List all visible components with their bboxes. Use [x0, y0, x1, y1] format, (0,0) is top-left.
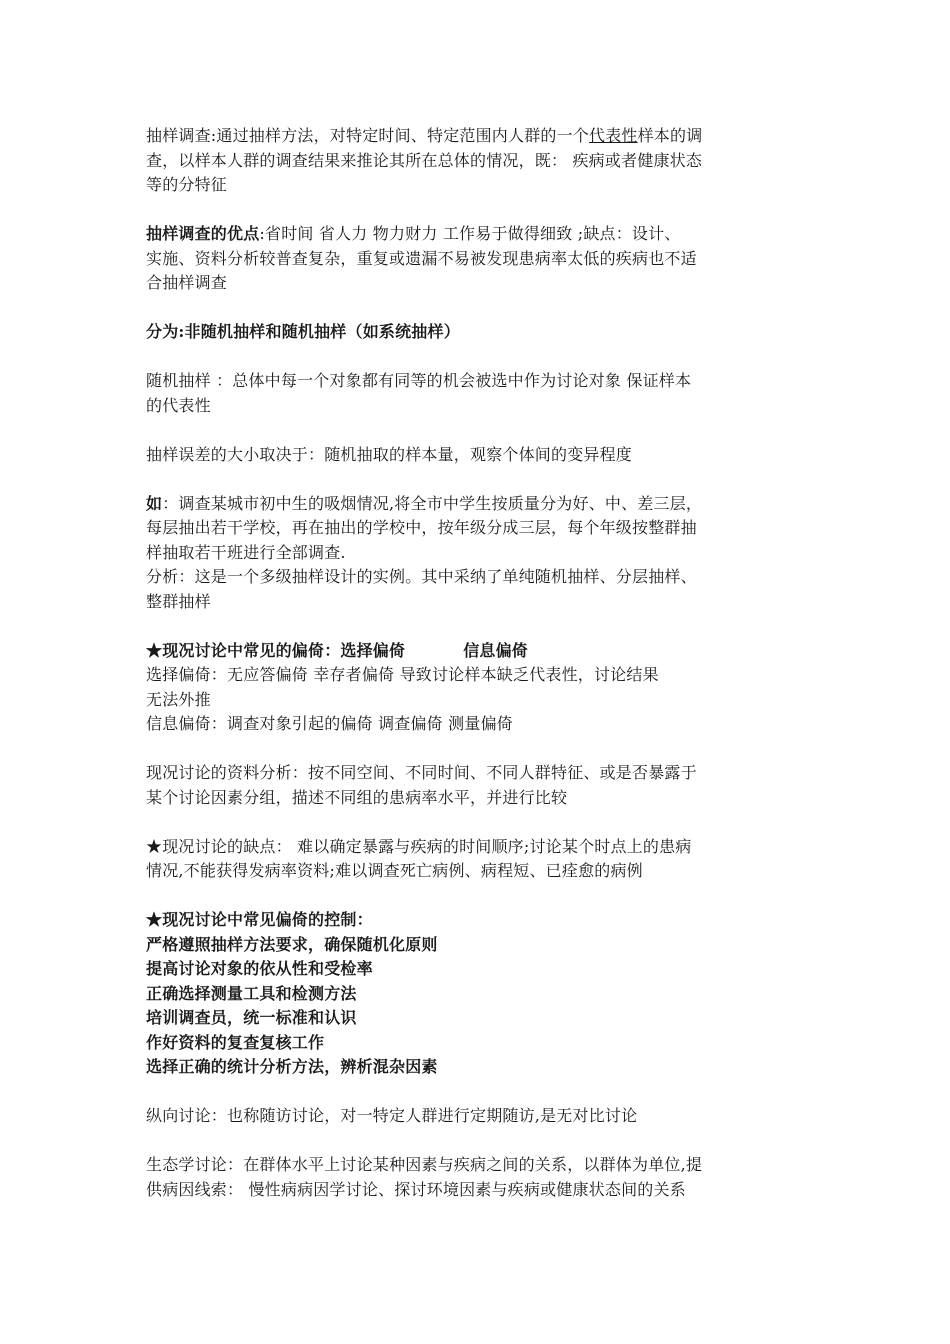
paragraph-random-sampling: [146, 369, 810, 418]
text-line: 样抽取若干班进行全部调查.: [146, 542, 346, 562]
text-line: 供病因线索： 慢性病病因学讨论、探讨环境因素与疾病或健康状态间的关系: [146, 1179, 686, 1199]
text-line: 整群抽样: [146, 591, 211, 611]
text-line: 作好资料的复查复核工作: [146, 1032, 325, 1052]
text-line: 分为:非随机抽样和随机抽样（如系统抽样）: [146, 322, 460, 341]
text-line: 某个讨论因素分组，描述不同组的患病率水平，并进行比较: [146, 787, 568, 807]
text-line: 等的分特征: [146, 175, 228, 194]
text-line: [146, 124, 810, 149]
bias-heading: [146, 639, 810, 664]
paragraph-ecological: [146, 1153, 810, 1202]
text-line: 提高讨论对象的依从性和受检率: [146, 959, 373, 978]
text-line: 严格遵照抽样方法要求，确保随机化原则: [146, 934, 438, 954]
paragraph-sampling-pros-cons: [146, 222, 810, 296]
text-line: [146, 492, 810, 517]
text-line: 现况讨论的资料分析：按不同空间、不同时间、不同人群特征、或是否暴露于: [146, 763, 697, 782]
text-line: 信息偏倚：调查对象引起的偏倚 调查偏倚 测量偏倚: [146, 714, 513, 733]
paragraph-sampling-survey: [146, 124, 810, 198]
text-line: 情况,不能获得发病率资料;难以调查死亡病例、病程短、已痊愈的病例: [146, 861, 643, 880]
text-span: ★现况讨论中常见的偏倚：选择偏倚: [146, 640, 406, 660]
text-line: 的代表性: [146, 395, 211, 415]
text-line: 培训调查员，统一标准和认识: [146, 1008, 357, 1027]
paragraph-bias-control: [146, 908, 810, 1080]
text-line: 无法外推: [146, 689, 211, 709]
underlined-term: 代表性: [589, 126, 638, 145]
text-line: 纵向讨论：也称随访讨论，对一特定人群进行定期随访,是无对比讨论: [146, 1106, 638, 1125]
paragraph-disadvantages: [146, 835, 810, 884]
bold-term: 抽样调查的优点: [146, 224, 260, 243]
text-line: 查，以样本人群的调查结果来推论其所在总体的情况，既： 疾病或者健康状态: [146, 150, 703, 170]
text-line: 抽样误差的大小取决于：随机抽取的样本量，观察个体间的变异程度: [146, 444, 633, 464]
text-span: :省时间 省人力 物力财力 工作易于做得细致 ;缺点：设计、: [259, 224, 681, 243]
paragraph-sampling-types: [146, 320, 810, 345]
text-span: ：调查某城市初中生的吸烟情况,将全市中学生按质量分为好、中、差三层，: [162, 493, 703, 513]
text-line: ★现况讨论的缺点： 难以确定暴露与疾病的时间顺序;讨论某个时点上的患病: [146, 836, 692, 856]
paragraph-sampling-error: [146, 443, 810, 468]
bold-term: 如: [146, 493, 163, 513]
paragraph-longitudinal: [146, 1104, 810, 1129]
text-span: 信息偏倚: [463, 640, 529, 660]
text-line: 随机抽样 ：总体中每一个对象都有同等的机会被选中作为讨论对象 保证样本: [146, 371, 692, 390]
text-line: 每层抽出若干学校，再在抽出的学校中，按年级分成三层，每个年级按整群抽: [146, 518, 697, 537]
text-line: 选择偏倚：无应答偏倚 幸存者偏倚 导致讨论样本缺乏代表性，讨论结果: [146, 665, 659, 684]
text-line: ★现况讨论中常见偏倚的控制：: [146, 910, 373, 929]
text-line: 生态学讨论：在群体水平上讨论某种因素与疾病之间的关系，以群体为单位,提: [146, 1155, 703, 1174]
text-line: 正确选择测量工具和检测方法: [146, 983, 357, 1003]
text-span: 抽样调查:通过抽样方法，对特定时间、特定范围内人群的一个: [146, 126, 589, 145]
paragraph-example: [146, 492, 810, 615]
text-line: [146, 222, 810, 247]
text-line: 实施、资料分析较普查复杂，重复或遗漏不易被发现患病率太低的疾病也不适: [146, 248, 697, 268]
paragraph-bias: [146, 639, 810, 737]
text-line: 合抽样调查: [146, 273, 228, 292]
paragraph-data-analysis: [146, 761, 810, 810]
text-line: 选择正确的统计分析方法，辨析混杂因素: [146, 1057, 438, 1076]
text-span: 样本的调: [637, 126, 703, 145]
text-line: 分析：这是一个多级抽样设计的实例。其中采纳了单纯随机抽样、分层抽样、: [146, 567, 697, 586]
document-body: [146, 124, 810, 1202]
